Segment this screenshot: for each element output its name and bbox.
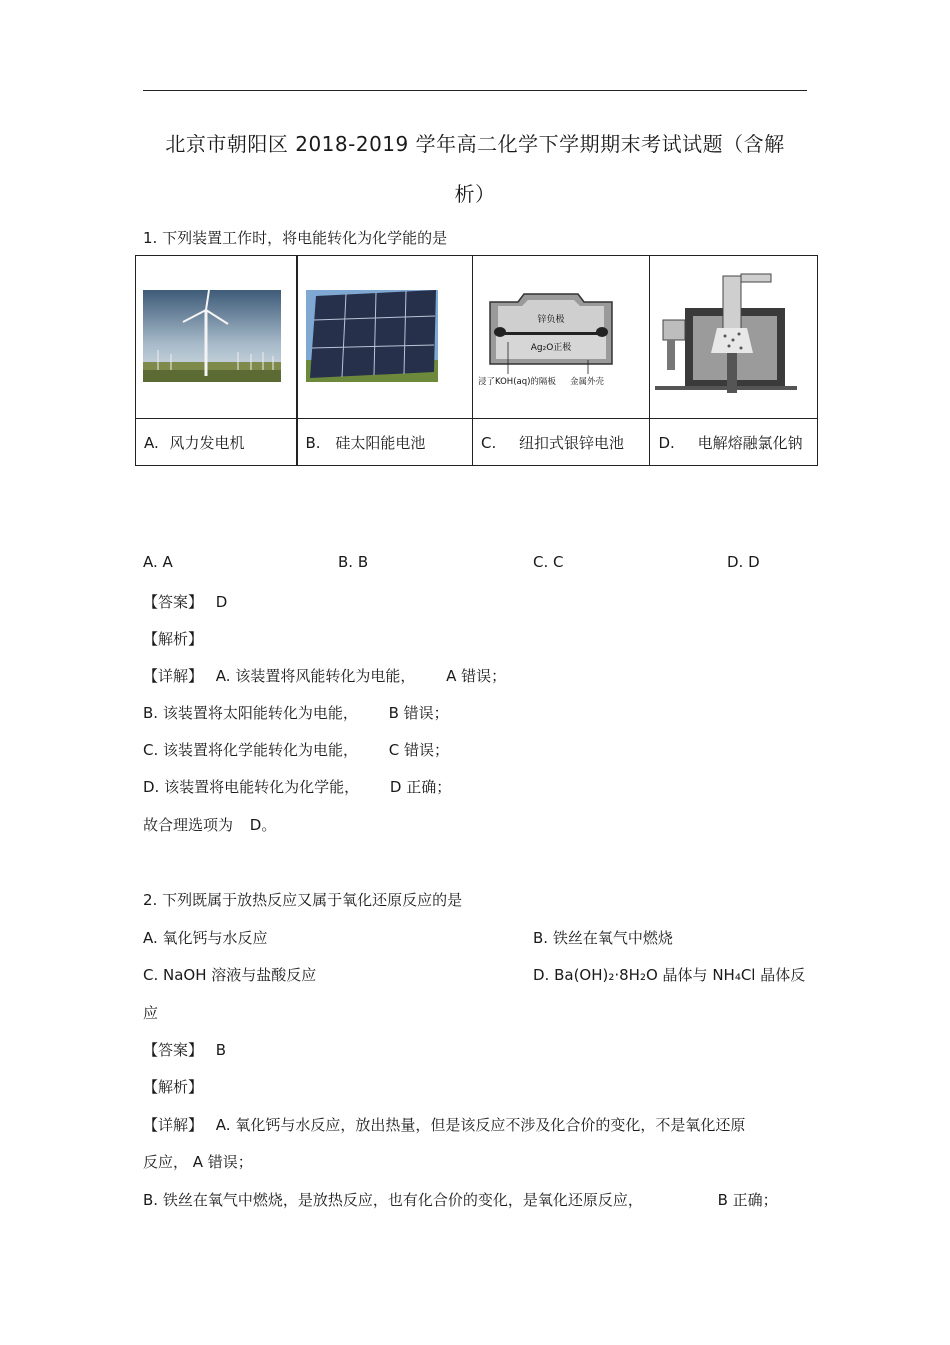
answer-label: 【答案】 [143,593,204,611]
button-battery-diagram [478,282,624,390]
detail-b-text: B. 铁丝在氧气中燃烧，是放热反应，也有化合价的变化，是氧化还原反应， [143,1191,643,1209]
option-b-cell [297,419,473,466]
solar-panel-image-cell [297,256,473,419]
option-d-cell [650,419,818,466]
answer-label: 【答案】 [143,1041,204,1059]
option-c-cell [472,419,649,466]
question-2-option-a[interactable]: A. 氧化钙与水反应 [143,929,268,947]
detail-d-verdict: D 正确； [389,778,452,796]
question-2-option-d[interactable]: D. Ba(OH)₂·8H₂O 晶体与 NH₄Cl 晶体反 [533,966,806,984]
question-1-detail-c [143,739,449,760]
detail-a-text: A. 该装置将风能转化为电能， [215,667,416,685]
question-2-option-c[interactable]: C. NaOH 溶液与盐酸反应 [143,966,317,984]
choice-c[interactable]: C. C [533,553,564,571]
question-1-stem: 1. 下列装置工作时，将电能转化为化学能的是 [143,229,448,247]
detail-b-text: B. 该装置将太阳能转化为电能， [143,704,358,722]
detail-c-text: C. 该装置将化学能转化为电能， [143,741,359,759]
detail-label: 【详解】 [143,667,204,685]
zinc-anode-label: 锌负极 [537,315,565,325]
detail-c-verdict: C 错误； [388,741,450,759]
page-title-cont: 析） [454,182,496,206]
question-2-detail-b [143,1189,778,1210]
wind-turbine-image-cell [136,256,297,419]
choice-a[interactable]: A. A [143,553,173,571]
answer-value: D [215,593,228,611]
choice-d[interactable]: D. D [727,553,760,571]
electrolysis-image-cell [650,256,818,419]
ag2o-cathode-label: Ag₂O正极 [530,343,572,353]
answer-value: B [215,1041,227,1059]
option-d-text: 电解熔融氯化钠 [697,433,803,452]
question-2-stem: 2. 下列既属于放热反应又属于氧化还原反应的是 [143,891,463,909]
detail-label: 【详解】 [143,1116,204,1134]
question-1-conclusion [143,814,276,835]
solar-panel-image [306,290,438,382]
question-2-option-d-cont: 应 [143,1004,159,1022]
option-b-letter: B. [305,433,321,452]
detail-a-verdict: A 错误； [446,667,507,685]
option-a-letter: A. [144,433,159,452]
option-c-text: 纽扣式银锌电池 [519,433,625,452]
question-2-analysis-label: 【解析】 [143,1078,204,1096]
separator-label: 浸了KOH(aq)的隔板 [477,377,556,387]
question-2-detail-a-cont: 反应， A 错误； [143,1153,253,1171]
conclusion-text: 故合理选项为 [143,816,234,834]
choice-b[interactable]: B. B [338,553,369,571]
conclusion-answer: D。 [249,816,277,834]
detail-d-text: D. 该装置将电能转化为化学能， [143,778,360,796]
question-1-options-table [135,255,818,466]
option-d-letter: D. [658,433,675,452]
header-rule [143,90,807,91]
page-title: 北京市朝阳区 2018-2019 学年高二化学下学期期末考试试题（含解 [165,132,785,156]
wind-turbine-image [143,290,281,382]
detail-a-text: A. 氧化钙与水反应，放出热量，但是该反应不涉及化合价的变化，不是氧化还原 [215,1116,746,1134]
question-1-detail-b [143,702,449,723]
question-1-analysis-label: 【解析】 [143,630,204,648]
question-1-detail-d [143,776,451,797]
question-2-option-b[interactable]: B. 铁丝在氧气中燃烧 [533,929,673,947]
question-1-detail-a [143,665,506,686]
option-b-text: 硅太阳能电池 [335,433,426,452]
detail-b-verdict: B 错误； [388,704,449,722]
detail-b-verdict: B 正确； [717,1191,778,1209]
question-1-answer [143,591,227,612]
button-battery-image-cell [472,256,649,419]
option-a-cell [136,419,297,466]
shell-label: 金属外壳 [569,377,604,387]
option-c-letter: C. [480,433,497,452]
question-2-detail-a [143,1114,745,1135]
question-2-answer [143,1039,226,1060]
option-a-text: 风力发电机 [169,433,245,452]
electrolysis-cell-diagram [655,268,797,404]
